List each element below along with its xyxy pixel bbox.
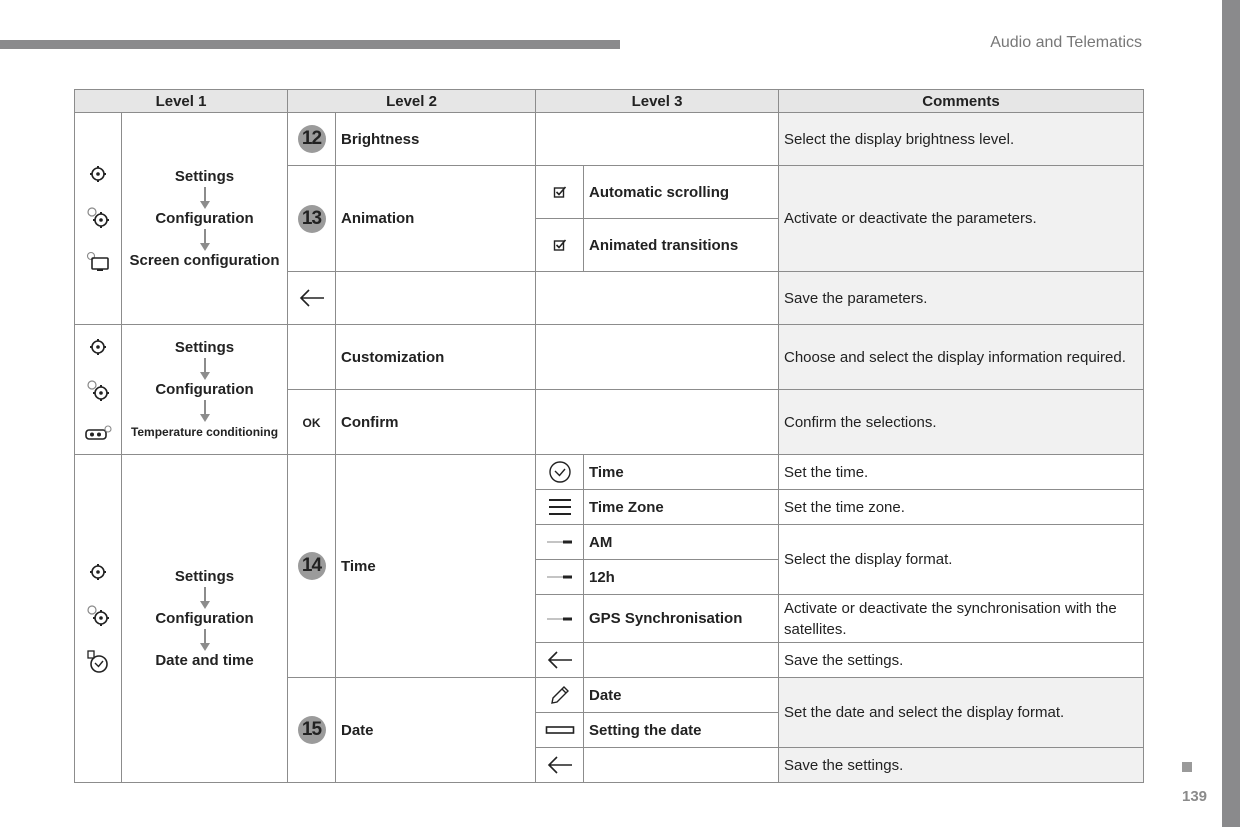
empty-cell (536, 113, 779, 166)
empty-cell (536, 325, 779, 390)
level1-path (122, 325, 288, 455)
customization-label: Customization (336, 325, 536, 390)
temperature-conditioning-icon (84, 424, 112, 442)
page-number: 139 (1182, 788, 1208, 805)
gears-icon (85, 378, 111, 402)
table-row (75, 455, 1144, 490)
col-header-comments: Comments (779, 90, 1144, 113)
time-zone-label: Time Zone (584, 490, 779, 525)
path-step-configuration: Configuration (155, 380, 254, 398)
level1-icons (75, 455, 122, 783)
step-number-12: 12 (298, 125, 326, 153)
gear-icon (89, 165, 107, 183)
col-header-level3: Level 3 (536, 90, 779, 113)
toggle-icon (546, 615, 574, 623)
customization-comment: Choose and select the display information required. (779, 325, 1144, 390)
date-sub-label: Date (584, 678, 779, 713)
empty-cell (584, 748, 779, 783)
down-arrow-icon (200, 187, 210, 209)
clock-settings-icon (86, 649, 110, 675)
date-label: Date (336, 678, 536, 783)
header-row (75, 90, 1144, 113)
back-arrow-icon (545, 754, 575, 776)
level1-icons (75, 113, 122, 325)
down-arrow-icon (200, 400, 210, 422)
back-arrow-icon (297, 287, 327, 309)
display-format-comment: Select the display format. (779, 525, 1144, 595)
clock-icon (548, 460, 572, 484)
set-time-comment: Set the time. (779, 455, 1144, 490)
confirm-comment: Confirm the selections. (779, 390, 1144, 455)
table-row (75, 325, 1144, 390)
header-bar (0, 40, 620, 49)
checkbox-icon (553, 185, 567, 199)
empty-cell (584, 643, 779, 678)
path-step-settings: Settings (174, 338, 235, 356)
gears-icon (85, 603, 111, 627)
table-row (75, 113, 1144, 166)
brightness-label: Brightness (336, 113, 536, 166)
side-tab (1222, 0, 1240, 827)
level1-path (122, 455, 288, 783)
confirm-label: Confirm (336, 390, 536, 455)
path-step-date-and-time: Date and time (155, 651, 254, 669)
down-arrow-icon (200, 229, 210, 251)
empty-cell (288, 325, 336, 390)
level1-icons (75, 325, 122, 455)
col-header-level2: Level 2 (288, 90, 536, 113)
am-label: AM (584, 525, 779, 560)
path-step-screen-configuration: Screen configuration (129, 251, 280, 269)
save-settings-comment: Save the settings. (779, 643, 1144, 678)
empty-cell (536, 272, 779, 325)
empty-cell (336, 272, 536, 325)
12h-label: 12h (584, 560, 779, 595)
animation-comment: Activate or deactivate the parameters. (779, 166, 1144, 272)
save-settings-comment: Save the settings. (779, 748, 1144, 783)
menu-table (74, 89, 1144, 783)
path-step-configuration: Configuration (155, 209, 254, 227)
setting-the-date-label: Setting the date (584, 713, 779, 748)
input-field-icon (545, 725, 575, 735)
animated-transitions-label: Animated transitions (584, 219, 779, 272)
save-parameters-comment: Save the parameters. (779, 272, 1144, 325)
gear-icon (89, 338, 107, 356)
down-arrow-icon (200, 587, 210, 609)
col-header-level1: Level 1 (75, 90, 288, 113)
pencil-icon (549, 684, 571, 706)
date-comment: Set the date and select the display format. (779, 678, 1144, 748)
step-number-14: 14 (298, 552, 326, 580)
step-number-15: 15 (298, 716, 326, 744)
gear-icon (89, 563, 107, 581)
animation-label: Animation (336, 166, 536, 272)
gps-sync-label: GPS Synchronisation (584, 595, 779, 643)
section-title: Audio and Telematics (990, 34, 1142, 51)
list-icon (547, 497, 573, 517)
checkbox-icon (553, 238, 567, 252)
automatic-scrolling-label: Automatic scrolling (584, 166, 779, 219)
ok-icon: OK (302, 415, 321, 430)
brightness-comment: Select the display brightness level. (779, 113, 1144, 166)
back-arrow-icon (545, 649, 575, 671)
level1-path (122, 113, 288, 325)
path-step-settings: Settings (174, 167, 235, 185)
gears-icon (85, 205, 111, 229)
time-zone-comment: Set the time zone. (779, 490, 1144, 525)
path-step-configuration: Configuration (155, 609, 254, 627)
step-number-13: 13 (298, 205, 326, 233)
path-step-settings: Settings (174, 567, 235, 585)
path-step-temperature-conditioning: Temperature conditioning (130, 424, 279, 439)
toggle-icon (546, 573, 574, 581)
empty-cell (536, 390, 779, 455)
down-arrow-icon (200, 629, 210, 651)
time-label: Time (336, 455, 536, 678)
set-time-label: Time (584, 455, 779, 490)
page-marker (1182, 762, 1192, 772)
screen-settings-icon (85, 251, 111, 273)
toggle-icon (546, 538, 574, 546)
down-arrow-icon (200, 358, 210, 380)
gps-sync-comment: Activate or deactivate the synchronisation with the satellites. (779, 595, 1144, 643)
